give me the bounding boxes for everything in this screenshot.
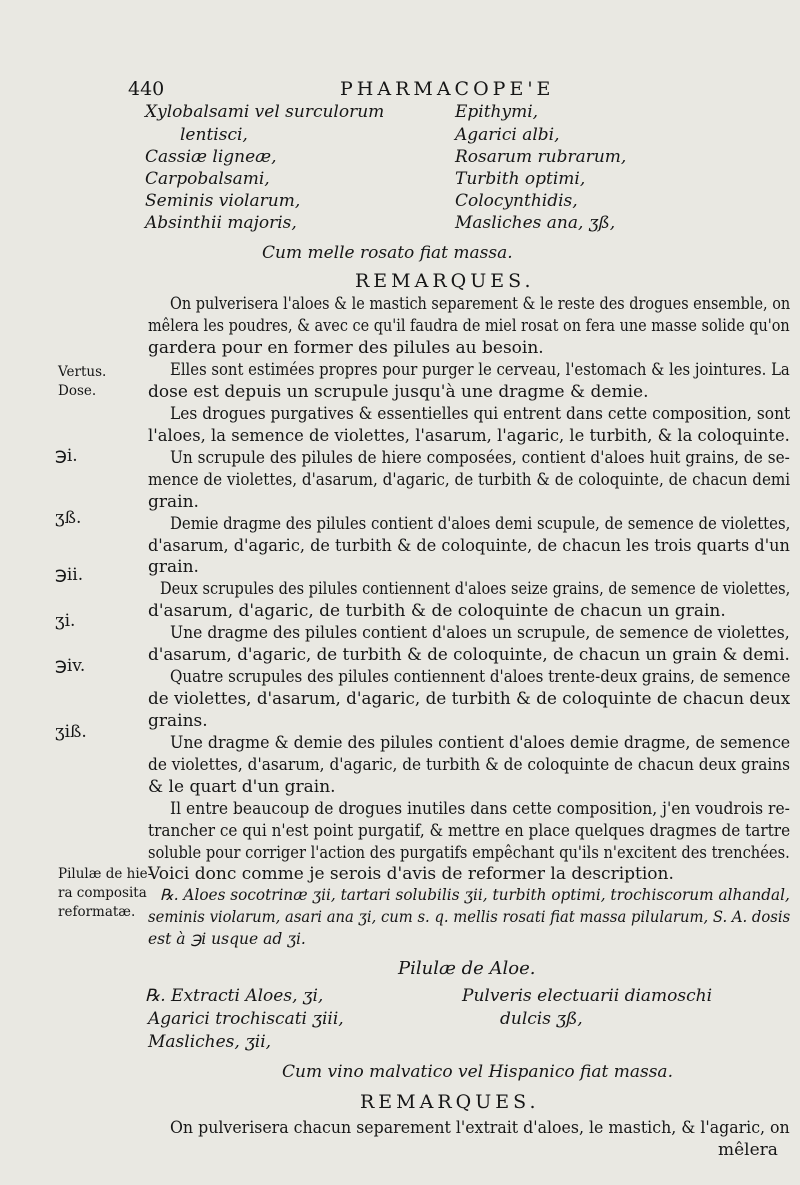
ingredient-right-1: Epithymi, <box>455 102 539 122</box>
body-line-21: Une dragme & demie des pilules contient d'aloes demie dragme, de semence <box>170 733 791 753</box>
ingredient-right-2: Agarici albi, <box>455 125 560 145</box>
body-line-13: grain. <box>148 557 199 577</box>
body-line-3: gardera pour en former des pilules au besoin. <box>148 338 544 358</box>
page-number: 440 <box>128 78 165 100</box>
margin-note-pilulae-3: reformatæ. <box>58 904 136 920</box>
body-line-25: trancher ce qui n'est point purgatif, & mettre en place quelques dragmes de tartre <box>148 821 791 841</box>
body-line-20: grains. <box>148 711 208 731</box>
remarques-heading-2: REMARQUES. <box>360 1091 540 1113</box>
body-line-7: l'aloes, la semence de violettes, l'asarum, l'agaric, le turbith, & la coloquinte. <box>148 426 790 446</box>
body2-line-2: mêlera <box>718 1140 778 1160</box>
reformed-formula-line-1: ℞. Aloes socotrinæ ʒii, tartari solubilis ʒii, turbith optimi, trochiscorum alhandal, <box>160 886 790 904</box>
margin-note-pilulae-2: ra composita <box>58 885 147 901</box>
body-line-8: Un scrupule des pilules de hiere composées, contient d'aloes huit grains, de se- <box>170 448 790 468</box>
body-line-24: Il entre beaucoup de drogues inutiles dans cette composition, j'en voudrois re- <box>170 799 790 819</box>
ingredient-right-5: Colocynthidis, <box>455 191 578 211</box>
margin-note-vertus: Vertus. <box>58 364 107 380</box>
margin-note-scruple-4: ℈iv. <box>55 656 86 676</box>
body-line-18: Quatre scrupules des pilules contiennent d'aloes trente-deux grains, de semence <box>170 667 791 687</box>
recipe-2-title: Pilulæ de Aloe. <box>398 958 536 979</box>
body-line-16: Une dragme des pilules contient d'aloes un scrupule, de semence de violettes, <box>170 623 790 643</box>
remarques-heading-1: REMARQUES. <box>355 270 535 292</box>
margin-note-pilulae-1: Pilulæ de hie- <box>58 866 153 882</box>
ingredient-right-4: Turbith optimi, <box>455 169 586 189</box>
recipe-2-left-1: ℞. Extracti Aloes, ʒi, <box>145 986 324 1006</box>
body-line-27: Voici donc comme je serois d'avis de reformer la description. <box>148 864 674 884</box>
body-line-5: dose est depuis un scrupule jusqu'à une dragme & demie. <box>148 382 649 402</box>
recipe-2-right-2: dulcis ʒß, <box>500 1009 583 1029</box>
body-line-4: Elles sont estimées propres pour purger le cerveau, l'estomach & les jointures. La <box>170 360 790 380</box>
body-line-15: d'asarum, d'agaric, de turbith & de coloquinte de chacun un grain. <box>148 601 726 621</box>
ingredient-left-5: Seminis violarum, <box>145 191 301 211</box>
margin-note-dose: Dose. <box>58 383 97 399</box>
ingredient-left-6: Absinthii majoris, <box>145 213 297 233</box>
body-line-17: d'asarum, d'agaric, de turbith & de coloquinte, de chacun un grain & demi. <box>148 645 790 665</box>
margin-note-dram-half: ʒiß. <box>55 722 87 742</box>
recipe-2-end: Cum vino malvatico vel Hispanico fiat massa. <box>282 1062 673 1082</box>
ingredient-right-6: Masliches ana, ʒß, <box>455 213 616 233</box>
ingredient-left-2: lentisci, <box>180 125 248 145</box>
body-line-10: grain. <box>148 492 199 512</box>
body-line-1: On pulverisera l'aloes & le mastich separement & le reste des drogues ensemble, on <box>170 294 791 314</box>
ingredient-left-4: Carpobalsami, <box>145 169 270 189</box>
ingredient-left-1: Xylobalsami vel surculorum <box>145 102 385 122</box>
running-title: PHARMACOPE'E <box>340 78 555 100</box>
body-line-11: Demie dragme des pilules contient d'aloes demi scupule, de semence de violettes, <box>170 514 791 534</box>
body-line-22: de violettes, d'asarum, d'agaric, de turbith & de coloquinte de chacun deux grains <box>148 755 791 775</box>
formula-end: Cum melle rosato fiat massa. <box>262 243 513 263</box>
body-line-2: mêlera les poudres, & avec ce qu'il faudra de miel rosat on fera une masse solide qu'on <box>148 316 790 336</box>
ingredient-left-3: Cassiæ ligneæ, <box>145 147 277 167</box>
body-line-19: de violettes, d'asarum, d'agaric, de turbith & de coloquinte de chacun deux <box>148 689 791 709</box>
body-line-12: d'asarum, d'agaric, de turbith & de coloquinte, de chacun les trois quarts d'un <box>148 536 790 556</box>
margin-note-scruple-2: ℈ii. <box>55 565 84 585</box>
ingredient-right-3: Rosarum rubrarum, <box>455 147 627 167</box>
recipe-2-left-2: Agarici trochiscati ʒiii, <box>148 1009 344 1029</box>
recipe-2-left-3: Masliches, ʒii, <box>148 1032 272 1052</box>
body-line-6: Les drogues purgatives & essentielles qui entrent dans cette composition, sont <box>170 404 791 424</box>
reformed-formula-line-3: est à ℈i usque ad ʒi. <box>148 930 306 948</box>
body-line-23: & le quart d'un grain. <box>148 777 336 797</box>
body-line-14: Deux scrupules des pilules contiennent d'aloes seize grains, de semence de violettes, <box>160 579 791 599</box>
recipe-2-right-1: Pulveris electuarii diamoschi <box>462 986 713 1006</box>
body-line-26: soluble pour corriger l'action des purgatifs empêchant qu'ils n'excitent des trenchées. <box>148 843 790 863</box>
margin-note-scruple-1: ℈i. <box>55 446 78 466</box>
margin-note-dram-1: ʒi. <box>55 611 76 631</box>
body-line-9: mence de violettes, d'asarum, d'agaric, de turbith & de coloquinte, de chacun demi <box>148 470 791 490</box>
reformed-formula-line-2: seminis violarum, asari ana ʒi, cum s. q. mellis rosati fiat massa pilularum, S. A. dosis <box>148 908 791 926</box>
body2-line-1: On pulverisera chacun separement l'extrait d'aloes, le mastich, & l'agaric, on <box>170 1118 790 1138</box>
margin-note-half-dram: ʒß. <box>55 508 82 528</box>
